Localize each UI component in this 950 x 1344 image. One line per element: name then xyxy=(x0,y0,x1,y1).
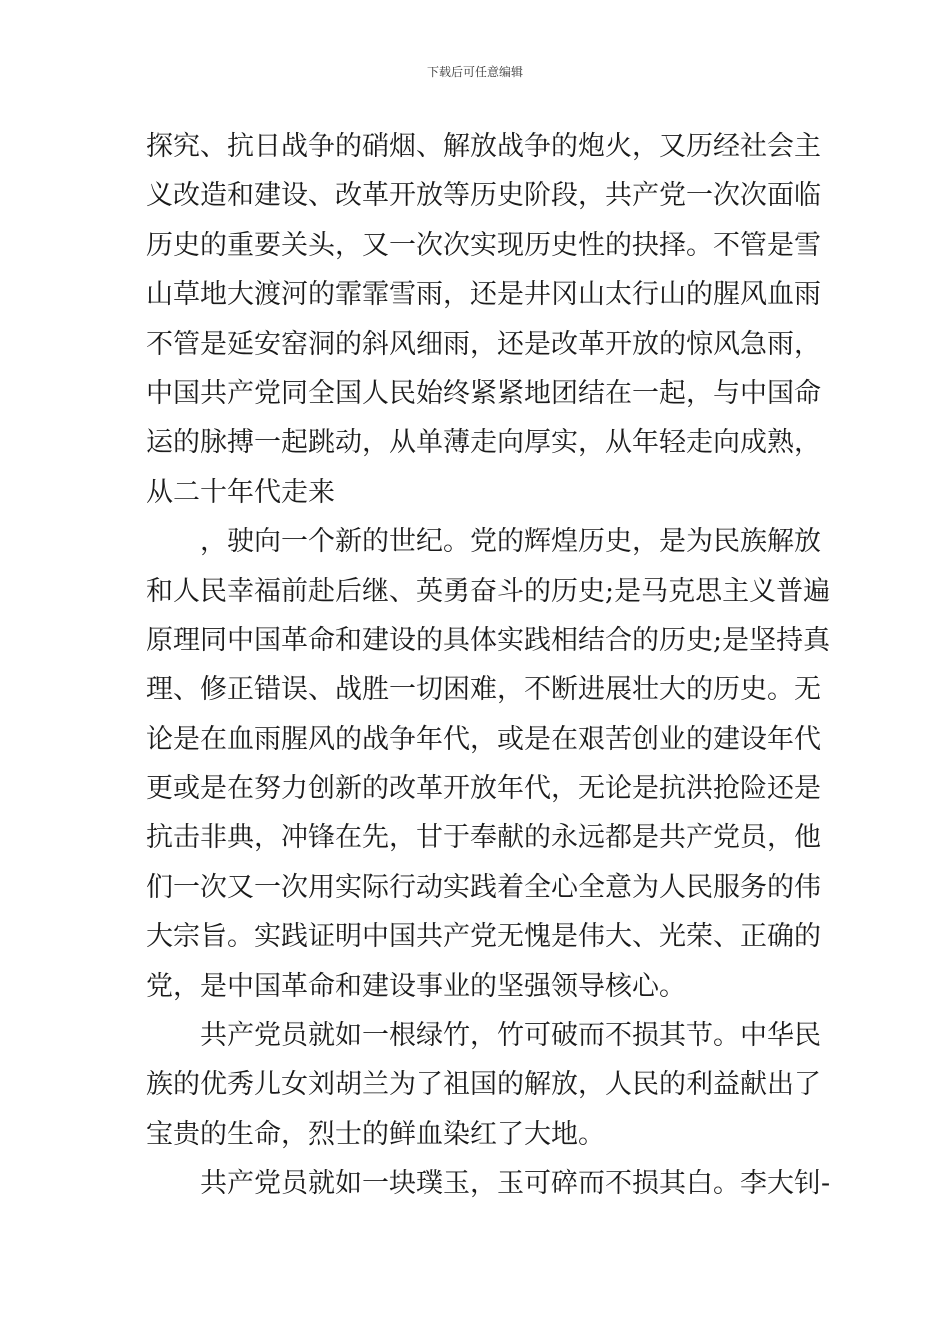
text-line: 中国共产党同全国人民始终紧紧地团结在一起，与中国命 xyxy=(146,377,821,409)
text-line: 理、修正错误、战胜一切困难，不断进展壮大的历史。无 xyxy=(146,674,821,706)
text-line: 抗击非典，冲锋在先，甘于奉献的永远都是共产党员，他 xyxy=(146,822,821,854)
text-line: 论是在血雨腥风的战争年代，或是在艰苦创业的建设年代 xyxy=(146,723,821,755)
page-header: 下载后可任意编辑 xyxy=(426,65,523,79)
text-line: 大宗旨。实践证明中国共产党无愧是伟大、光荣、正确的 xyxy=(146,921,821,953)
document-body xyxy=(146,122,831,1209)
paragraph-start-line: ，驶向一个新的世纪。党的辉煌历史，是为民族解放 xyxy=(200,526,821,558)
text-line: 原理同中国革命和建设的具体实践相结合的历史;是坚持真 xyxy=(146,624,831,656)
text-line: 探究、抗日战争的硝烟、解放战争的炮火，又历经社会主 xyxy=(146,131,821,162)
text-line: 党，是中国革命和建设事业的坚强领导核心。 xyxy=(146,970,686,1002)
text-line: 们一次又一次用实际行动实践着全心全意为人民服务的伟 xyxy=(146,871,821,903)
text-line: 历史的重要关头，又一次次实现历史性的抉择。不管是雪 xyxy=(146,229,821,261)
text-line: 族的优秀儿女刘胡兰为了祖国的解放，人民的利益献出了 xyxy=(146,1069,821,1101)
text-line: 义改造和建设、改革开放等历史阶段，共产党一次次面临 xyxy=(146,180,821,212)
text-line: 不管是延安窑洞的斜风细雨，还是改革开放的惊风急雨， xyxy=(146,328,821,360)
text-line: 宝贵的生命，烈士的鲜血染红了大地。 xyxy=(146,1118,605,1150)
paragraph-start-line: 共产党员就如一块璞玉，玉可碎而不损其白。李大钊- xyxy=(200,1168,831,1200)
text-line: 更或是在努力创新的改革开放年代，无论是抗洪抢险还是 xyxy=(146,773,821,805)
text-line: 山草地大渡河的霏霏雪雨，还是井冈山太行山的腥风血雨 xyxy=(146,279,821,311)
paragraph-start-line: 共产党员就如一根绿竹，竹可破而不损其节。中华民 xyxy=(200,1020,821,1052)
text-line: 和人民幸福前赴后继、英勇奋斗的历史;是马克思主义普遍 xyxy=(146,575,831,607)
text-line: 从二十年代走来 xyxy=(146,476,335,508)
text-line: 运的脉搏一起跳动，从单薄走向厚实，从年轻走向成熟， xyxy=(146,427,821,459)
